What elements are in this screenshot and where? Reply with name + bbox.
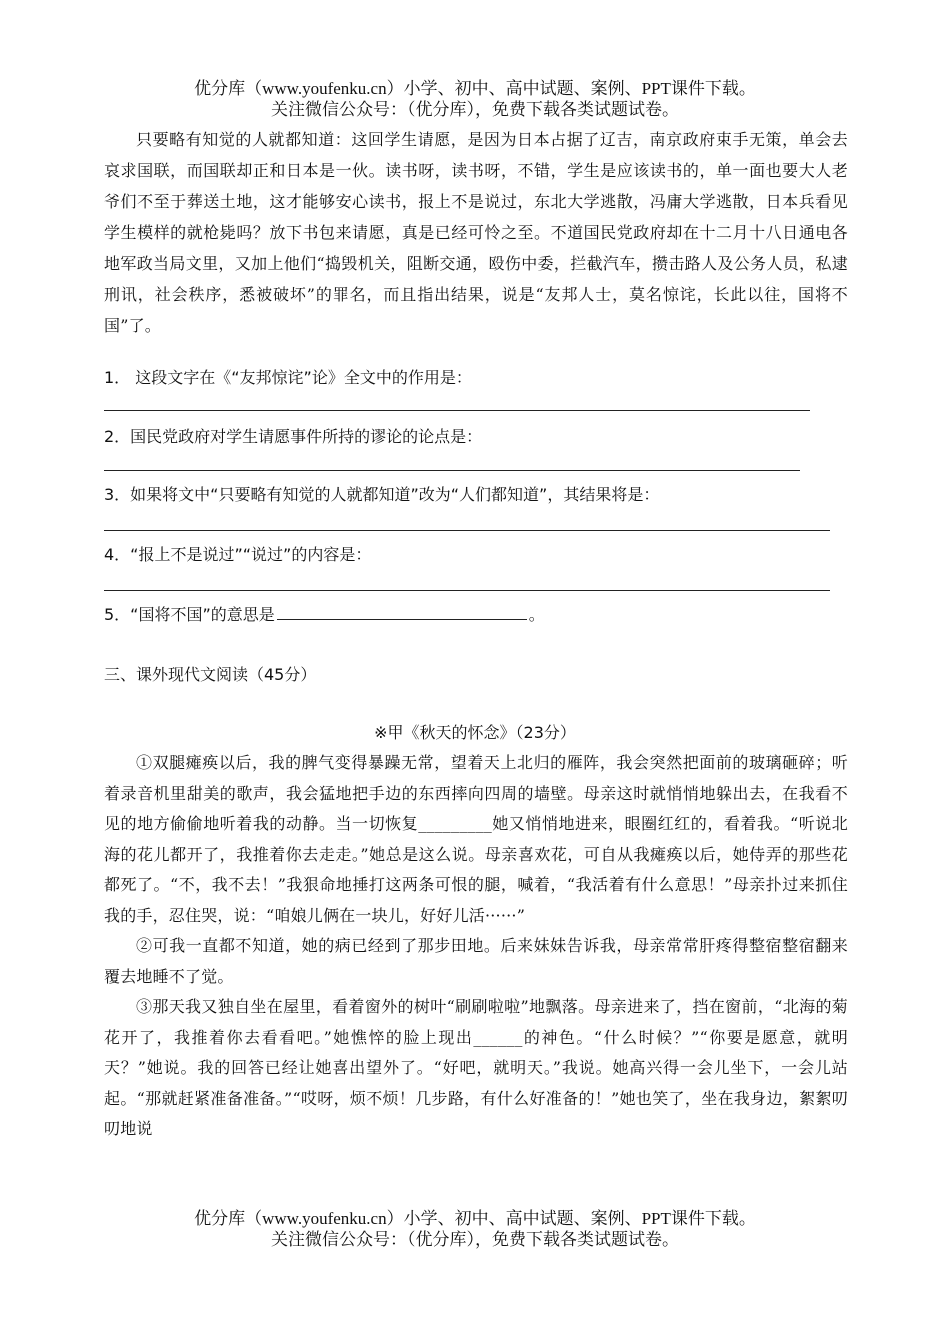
story-paragraph-3: ③那天我又独自坐在屋里，看着窗外的树叶“刷刷啦啦”地飘落。母亲进来了，挡在窗前，“北海的菊花开了，我推着你去看看吧。”她憔悴的脸上现出______的神色。“什么时候？”“你要是愿意，就明天？”她说。我的回答已经让她喜出望外了。“好吧，就明天。”我说。她高兴得一会儿坐下，一会儿站起。“那就赶紧准备准备。”“哎呀，烦不烦！几步路，有什么好准备的！”她也笑了，坐在我身边，絮絮叨叨地说: [104, 997, 848, 1138]
story-title: ※甲《秋天的怀念》（23分）: [374, 723, 576, 742]
footer-line-1: 优分库（www.youfenku.cn）小学、初中、高中试题、案例、PPT课件下载。: [194, 1209, 756, 1228]
intro-paragraph: 只要略有知觉的人就都知道：这回学生请愿，是因为日本占据了辽吉，南京政府束手无策，单会去哀求国联，而国联却正和日本是一伙。读书呀，读书呀，不错，学生是应该读书的，单一面也要大人老爷们不至于葬送土地，这才能够安心读书，报上不是说过，东北大学逃散，冯庸大学逃散，日本兵看见学生模样的就枪毙吗？放下书包来请愿，真是已经可怜之至。不道国民党政府却在十二月十八日通电各地军政当局文里，又加上他们“捣毁机关，阻断交通，殴伤中委，拦截汽车，攒击路人及公务人员，私逮刑讯，社会秩序，悉被破坏”的罪名，而且指出结果，说是“友邦人士，莫名惊诧，长此以往，国将不国”了。: [104, 130, 848, 335]
answer-line-2[interactable]: [104, 470, 800, 471]
story-paragraph-1: ①双腿瘫痪以后，我的脾气变得暴躁无常，望着天上北归的雁阵，我会突然把面前的玻璃砸碎；听着录音机里甜美的歌声，我会猛地把手边的东西摔向四周的墙壁。母亲这时就悄悄地躲出去，在我看不见的地方偷偷地听着我的动静。当一切恢复_________她又悄悄地进来，眼圈红红的，看着我。“听说北海的花儿都开了，我推着你去走走。”她总是这么说。母亲喜欢花，可自从我瘫痪以后，她侍弄的那些花都死了。“不，我不去！”我狠命地捶打这两条可恨的腿，喊着，“我活着有什么意思！”母亲扑过来抓住我的手，忍住哭，说：“咱娘儿俩在一块儿，好好儿活······”: [104, 753, 848, 925]
answer-line-1[interactable]: [104, 410, 810, 411]
answer-line-4[interactable]: [104, 590, 830, 591]
question-3: 3．如果将文中“只要略有知觉的人就都知道”改为“人们都知道”，其结果将是：: [104, 485, 660, 504]
footer-line-2: 关注微信公众号：（优分库），免费下载各类试题试卷。: [271, 1230, 679, 1249]
intro-passage: [104, 124, 848, 341]
question-5-blank[interactable]: [277, 604, 527, 620]
page-header: [0, 78, 950, 120]
question-5-text: 5．“国将不国”的意思是: [104, 605, 275, 624]
question-5: [104, 604, 545, 625]
question-4: 4．“报上不是说过”“说过”的内容是：: [104, 545, 372, 564]
story-paragraph-2: ②可我一直都不知道，她的病已经到了那步田地。后来妹妹告诉我，母亲常常肝疼得整宿整宿翻来覆去地睡不了觉。: [104, 936, 848, 986]
header-line-2: 关注微信公众号：（优分库），免费下载各类试题试卷。: [271, 100, 679, 119]
answer-line-3[interactable]: [104, 530, 830, 531]
section-title: 三、课外现代文阅读（45分）: [104, 665, 317, 684]
story-passage: [104, 748, 848, 1145]
question-5-end: 。: [528, 605, 545, 624]
question-1: 1． 这段文字在《“友邦惊诧”论》全文中的作用是：: [104, 368, 472, 387]
header-line-1: 优分库（www.youfenku.cn）小学、初中、高中试题、案例、PPT课件下载。: [194, 79, 756, 98]
question-2: 2．国民党政府对学生请愿事件所持的谬论的论点是：: [104, 427, 483, 446]
page-footer: [0, 1208, 950, 1250]
